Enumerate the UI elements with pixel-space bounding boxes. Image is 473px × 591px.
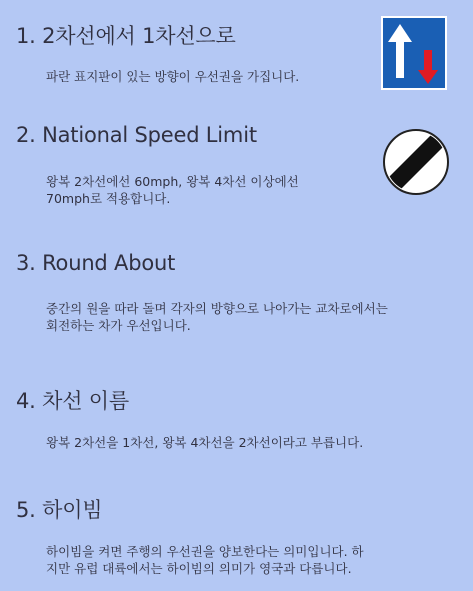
section-3-description-line-1: 중간의 원을 따라 돌며 각자의 방향으로 나아가는 교차로에서는 [46, 301, 388, 316]
section-5-description-line-1: 하이빔을 켜면 주행의 우선권을 양보한다는 의미입니다. 하 [46, 544, 364, 559]
section-1-description: 파란 표지판이 있는 방향이 우선권을 가집니다. [46, 69, 300, 84]
section-4-heading: 4. 차선 이름 [16, 389, 129, 413]
section-3-heading: 3. Round About [16, 251, 176, 275]
section-2-description-line-1: 왕복 2차선에선 60mph, 왕복 4차선 이상에선 [46, 174, 299, 189]
section-5-description [46, 543, 364, 577]
section-3-description-line-2: 회전하는 차가 우선입니다. [46, 318, 191, 333]
section-3-description [46, 300, 388, 334]
section-1-heading: 1. 2차선에서 1차선으로 [16, 24, 236, 48]
section-2-heading: 2. National Speed Limit [16, 123, 257, 147]
priority-over-oncoming-sign-icon [381, 16, 447, 90]
national-speed-limit-sign-icon [382, 128, 450, 196]
section-5-description-line-2: 지만 유럽 대륙에서는 하이빔의 의미가 영국과 다릅니다. [46, 561, 352, 576]
section-2-description-line-2: 70mph로 적용합니다. [46, 191, 171, 206]
section-4-description: 왕복 2차선을 1차선, 왕복 4차선을 2차선이라고 부릅니다. [46, 435, 364, 450]
section-5-heading: 5. 하이빔 [16, 498, 103, 522]
section-2-description [46, 173, 299, 207]
